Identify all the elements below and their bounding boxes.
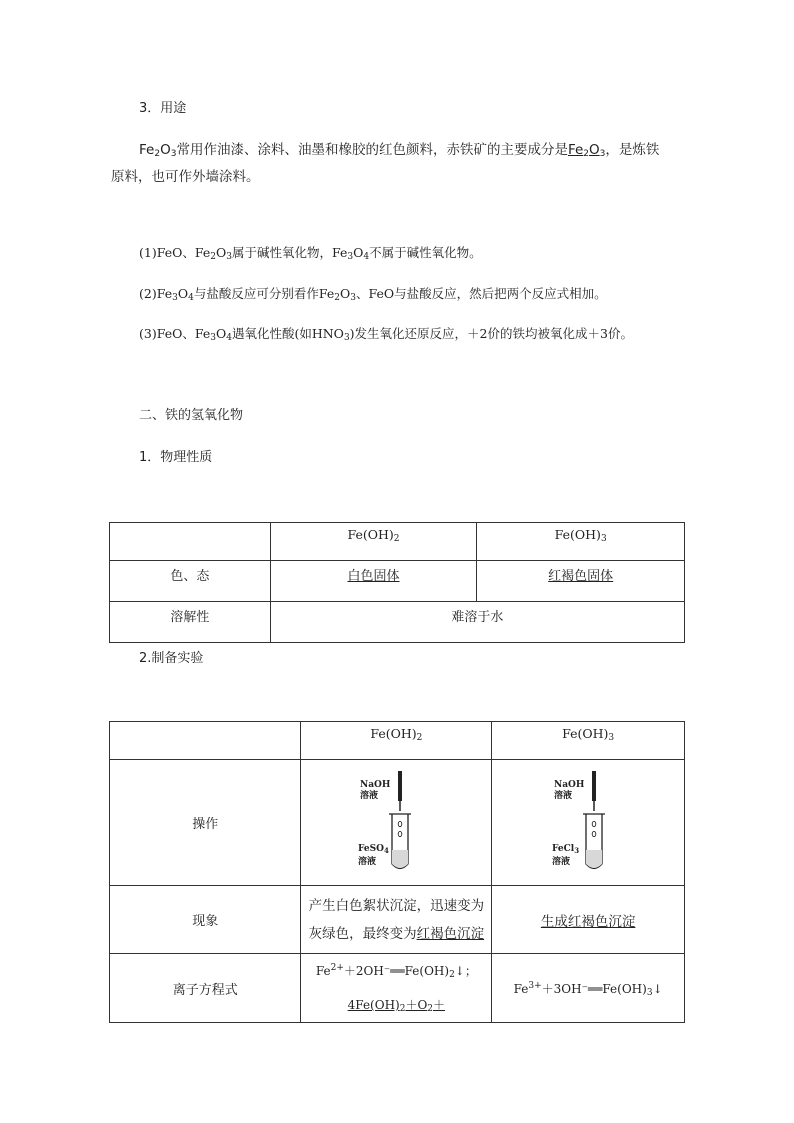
table-row [110,954,685,1023]
subsection-1-heading: 1．物理性质 [139,450,213,465]
test-tube-dropper-figure-fecl3 [548,768,628,878]
figure-label-feso4: FeSO$_4$ [358,843,390,855]
cell-solubility: 难溶于水 [270,602,684,643]
test-tube-dropper-figure-feso4 [356,768,436,878]
dropper-icon [592,771,596,801]
cell-operation-feoh2 [301,760,492,886]
figure-label-feso4-solution: 溶液 [358,856,377,867]
note-2: $(2)Fe_3O_4$与盐酸反应可分别看作$Fe_2O_3$、FeO与盐酸反应，然后把两个反应式相加。 [139,286,607,303]
section-3-paragraph-line2: 原料，也可作外墙涂料。 [111,169,260,185]
table-row [110,722,685,760]
cell-feoh2-color: 白色固体 [270,561,477,602]
dropper-icon [398,771,402,801]
table-row [110,602,685,643]
row-label-operation: 操作 [110,760,301,886]
table-row [110,561,685,602]
col-header-feoh2: $Fe(OH)_2$ [301,722,492,760]
section-3-paragraph-line1: $Fe_2O_3$常用作油漆、涂料、油墨和橡胶的红色颜料，赤铁矿的主要成分是$Fe_2O_3$，是炼铁 [139,142,660,159]
col-header-feoh2: $Fe(OH)_2$ [270,523,477,561]
cell-feoh3-color: 红褐色固体 [477,561,685,602]
formula-fe2o3: $Fe_2O_3$ [139,142,177,159]
cell-operation-feoh3 [492,760,685,886]
equation-line-1: $Fe^{2+}+2OH^-══Fe(OH)_2↓$； [315,963,477,980]
figure-label-fecl3-solution: 溶液 [552,856,571,867]
phenomenon-line-1: 产生白色絮状沉淀，迅速变为 [308,897,485,914]
table-corner-cell [110,523,271,561]
section-3-heading: 3．用途 [139,101,187,116]
row-label-phenomenon: 现象 [110,886,301,954]
figure-label-naoh: NaOH [360,779,391,790]
cell-phenomenon-feoh3: 生成红褐色沉淀 [492,886,685,954]
phenomenon-line-2: 灰绿色，最终变为红褐色沉淀 [308,925,485,942]
table-row [110,523,685,561]
note-3: (3)FeO、$Fe_3O_4$遇氧化性酸(如$HNO_3$)发生氧化还原反应，＋2价的铁均被氧化成＋3价。 [139,326,633,343]
row-label-color-state: 色、态 [110,561,271,602]
row-label-ionic-equation: 离子方程式 [110,954,301,1023]
figure-label-naoh: NaOH [554,779,585,790]
col-header-feoh3: $Fe(OH)_3$ [492,722,685,760]
preparation-table [109,721,685,1023]
figure-label-fecl3: FeCl$_3$ [552,843,580,855]
figure-label-naoh-solution: 溶液 [554,790,573,801]
equation-line-2: $4Fe(OH)_2+O_2+$ [347,998,446,1014]
figure-label-naoh-solution: 溶液 [360,790,379,801]
section-two-heading: 二、铁的氢氧化物 [139,408,244,423]
subsection-2-heading: 2.制备实验 [139,651,204,666]
cell-ionic-equation-feoh3: $Fe^{3+}+3OH^-══Fe(OH)_3↓$ [492,954,685,1023]
col-header-feoh3: $Fe(OH)_3$ [477,523,685,561]
table-row [110,760,685,886]
cell-ionic-equation-feoh2 [301,954,492,1023]
formula-fe2o3-underlined: $Fe_2O_3$ [567,142,606,159]
table-row [110,886,685,954]
table-corner-cell [110,722,301,760]
cell-phenomenon-feoh2 [301,886,492,954]
note-1: (1)FeO、$Fe_2O_3$属于碱性氧化物，$Fe_3O_4$不属于碱性氧化物。 [139,245,482,262]
row-label-solubility: 溶解性 [110,602,271,643]
physical-properties-table [109,522,685,643]
